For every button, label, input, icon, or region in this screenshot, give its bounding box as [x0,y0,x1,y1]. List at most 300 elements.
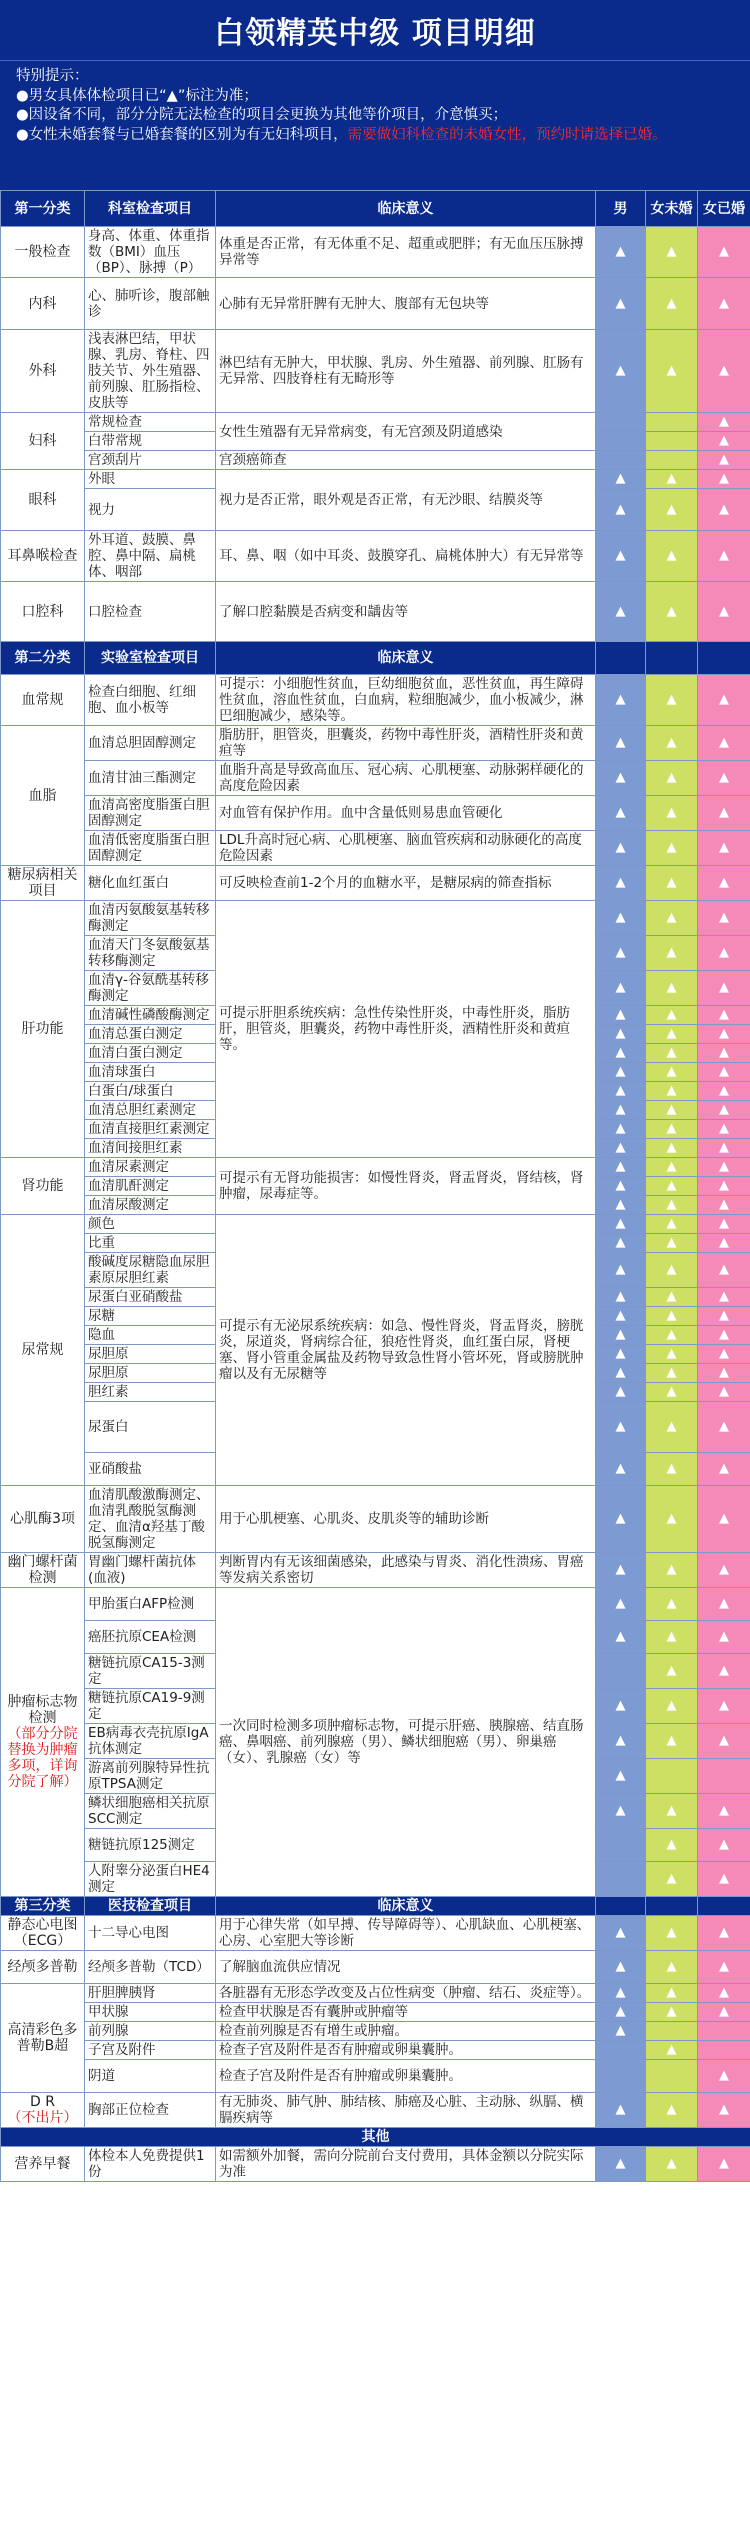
exam-item-cell: 血清肌酐测定 [85,1177,216,1196]
category-name: 血脂 [28,787,57,804]
male-mark: ▲ [596,1588,646,1621]
married-female-column-header: 女已婚 [698,191,750,227]
section-category-header: 第二分类 [1,642,85,675]
category-name: 高清彩色多普勒B超 [7,2022,78,2054]
clinical-meaning-cell: 各脏器有无形态学改变及占位性病变（肿瘤、结石、炎症等）。 [216,1984,596,2003]
single-female-mark: ▲ [646,796,698,831]
exam-item-cell: 宫颈刮片 [85,451,216,470]
category-cell [1,413,85,470]
table-row [1,1486,750,1553]
single-female-mark: ▲ [646,1453,698,1486]
married-female-mark: ▲ [698,936,750,971]
section-category-header: 第一分类 [1,191,85,227]
married-female-mark: ▲ [698,1234,750,1253]
exam-item-cell: 血清尿酸测定 [85,1196,216,1215]
exam-item-cell: 糖链抗原CA19-9测定 [85,1689,216,1724]
table-row [1,582,750,642]
single-female-mark: ▲ [646,489,698,531]
exam-item-cell: 阴道 [85,2060,216,2093]
table-row [1,796,750,831]
exam-item-cell: 血清间接胆红素 [85,1139,216,1158]
table-row [1,761,750,796]
married-female-mark: ▲ [698,1916,750,1951]
notice-line-3-warning: 需要做妇科检查的未婚女性，预约时请选择已婚。 [347,126,667,143]
category-name: 妇科 [28,433,57,449]
exam-item-cell: 心、肺听诊，腹部触诊 [85,278,216,330]
category-cell [1,866,85,901]
section-header-row [1,1897,750,1916]
table-row [1,2060,750,2093]
single-female-column-header [646,642,698,675]
section-item-header: 医技检查项目 [85,1897,216,1916]
married-female-mark: ▲ [698,726,750,761]
exam-item-cell: 血清低密度脂蛋白胆固醇测定 [85,831,216,866]
category-name: 血常规 [21,692,64,708]
table-row [1,1553,750,1588]
single-female-mark: ▲ [646,901,698,936]
category-name: 一般检查 [14,244,71,260]
category-name: D R [30,2094,55,2110]
male-mark: ▲ [596,1984,646,2003]
table-row [1,831,750,866]
married-female-mark: ▲ [698,1307,750,1326]
single-female-mark: ▲ [646,1689,698,1724]
married-female-mark: ▲ [698,1402,750,1453]
single-female-mark: ▲ [646,866,698,901]
male-mark: ▲ [596,1120,646,1139]
exam-item-cell: 颜色 [85,1215,216,1234]
male-mark: ▲ [596,1063,646,1082]
single-female-mark: ▲ [646,761,698,796]
single-female-mark: ▲ [646,1916,698,1951]
exam-item-cell: 血清总胆红素测定 [85,1101,216,1120]
single-female-mark: ▲ [646,1326,698,1345]
male-mark [596,1829,646,1862]
exam-item-cell: 视力 [85,489,216,531]
single-female-mark: ▲ [646,1082,698,1101]
exam-item-cell: 隐血 [85,1326,216,1345]
married-female-mark: ▲ [698,1588,750,1621]
category-name: 肝功能 [21,1021,64,1037]
exam-item-cell: 检查白细胞、红细胞、血小板等 [85,675,216,726]
exam-item-cell: 浅表淋巴结，甲状腺、乳房、脊柱、四肢关节、外生殖器、前列腺、肛肠指检、皮肤等 [85,330,216,413]
clinical-meaning-cell: 有无肺炎、肺气肿、肺结核、肺癌及心脏、主动脉、纵膈、横膈疾病等 [216,2093,596,2128]
exam-item-cell: 外耳道、鼓膜、鼻腔、鼻中隔、扁桃体、咽部 [85,531,216,582]
single-female-mark: ▲ [646,1101,698,1120]
clinical-meaning-cell: 检查子宫及附件是否有肿瘤或卵巢囊肿。 [216,2041,596,2060]
married-female-mark: ▲ [698,1984,750,2003]
exam-item-cell: 癌胚抗原CEA检测 [85,1621,216,1654]
exam-item-cell: 子宫及附件 [85,2041,216,2060]
clinical-meaning-cell: 了解口腔黏膜是否病变和龋齿等 [216,582,596,642]
male-mark: ▲ [596,901,646,936]
married-female-mark: ▲ [698,796,750,831]
category-cell [1,1951,85,1984]
married-female-mark: ▲ [698,582,750,642]
married-female-mark: ▲ [698,278,750,330]
single-female-mark: ▲ [646,1345,698,1364]
exam-item-cell: 血清球蛋白 [85,1063,216,1082]
married-female-mark: ▲ [698,1724,750,1759]
notice-line-1: ●男女具体体检项目已“▲”标注为准； [16,87,258,104]
married-female-mark: ▲ [698,1158,750,1177]
married-female-mark: ▲ [698,675,750,726]
exam-item-cell: 尿胆原 [85,1364,216,1383]
male-mark: ▲ [596,1689,646,1724]
exam-item-cell: 胆红素 [85,1383,216,1402]
married-female-mark: ▲ [698,1862,750,1897]
single-female-mark: ▲ [646,1196,698,1215]
exam-item-cell: 经颅多普勒（TCD） [85,1951,216,1984]
clinical-meaning-cell: 检查甲状腺是否有囊肿或肿瘤等 [216,2003,596,2022]
exam-item-cell: 血清总胆固醇测定 [85,726,216,761]
exam-item-cell: 血清总蛋白测定 [85,1025,216,1044]
notice-heading: 特别提示： [16,68,89,84]
single-female-mark [646,413,698,432]
male-mark: ▲ [596,796,646,831]
married-female-mark: ▲ [698,1553,750,1588]
male-mark: ▲ [596,2003,646,2022]
single-female-mark: ▲ [646,1234,698,1253]
section-item-header: 实验室检查项目 [85,642,216,675]
clinical-meaning-cell: 心肺有无异常肝脾有无肿大、腹部有无包块等 [216,278,596,330]
married-female-mark: ▲ [698,1654,750,1689]
exam-item-cell: 肝胆脾胰肾 [85,1984,216,2003]
section-item-header: 科室检查项目 [85,191,216,227]
clinical-meaning-cell: 对血管有保护作用。血中含量低则易患血管硬化 [216,796,596,831]
exam-item-cell: 尿蛋白亚硝酸盐 [85,1288,216,1307]
male-column-header [596,1897,646,1916]
category-name: 尿常规 [21,1342,64,1358]
section-header-row [1,642,750,675]
single-female-mark: ▲ [646,1951,698,1984]
married-female-mark: ▲ [698,866,750,901]
married-female-mark: ▲ [698,1215,750,1234]
exam-item-cell: 胃幽门螺杆菌抗体(血液) [85,1553,216,1588]
exam-item-cell: EB病毒衣壳抗原IgA抗体测定 [85,1724,216,1759]
single-female-mark: ▲ [646,2147,698,2182]
male-mark: ▲ [596,582,646,642]
clinical-meaning-cell: 可提示有无肾功能损害：如慢性肾炎，肾盂肾炎，肾结核，肾肿瘤，尿毒症等。 [216,1158,596,1215]
single-female-mark: ▲ [646,1177,698,1196]
exam-item-cell: 人附睾分泌蛋白HE4测定 [85,1862,216,1897]
male-mark [596,413,646,432]
single-female-column-header [646,1897,698,1916]
exam-item-cell: 血清γ-谷氨酰基转移酶测定 [85,971,216,1006]
male-mark: ▲ [596,1158,646,1177]
category-name: 经颅多普勒 [7,1959,78,1975]
male-mark: ▲ [596,1326,646,1345]
category-cell [1,330,85,413]
male-mark: ▲ [596,1951,646,1984]
male-mark: ▲ [596,1724,646,1759]
male-mark: ▲ [596,971,646,1006]
table-row [1,470,750,489]
table-row [1,2093,750,2128]
exam-item-cell: 体检本人免费提供1份 [85,2147,216,2182]
single-female-mark: ▲ [646,278,698,330]
single-female-mark: ▲ [646,1307,698,1326]
married-female-mark: ▲ [698,1383,750,1402]
exam-item-cell: 甲状腺 [85,2003,216,2022]
single-female-mark [646,451,698,470]
table-row [1,675,750,726]
exam-item-cell: 比重 [85,1234,216,1253]
clinical-meaning-cell: 宫颈癌筛查 [216,451,596,470]
category-name: 外科 [28,363,57,379]
other-section-label: 其他 [1,2128,750,2147]
exam-item-cell: 酸碱度尿糖隐血尿胆素原尿胆红素 [85,1253,216,1288]
single-female-mark: ▲ [646,1215,698,1234]
male-mark: ▲ [596,470,646,489]
single-female-mark: ▲ [646,1654,698,1689]
category-cell [1,582,85,642]
male-mark: ▲ [596,2147,646,2182]
single-female-mark: ▲ [646,227,698,278]
single-female-mark: ▲ [646,1724,698,1759]
married-female-mark: ▲ [698,1177,750,1196]
married-female-mark: ▲ [698,761,750,796]
exam-item-cell: 血清肌酸激酶测定、血清乳酸脱氢酶测定、血清α羟基丁酸脱氢酶测定 [85,1486,216,1553]
single-female-mark: ▲ [646,1044,698,1063]
male-mark: ▲ [596,1082,646,1101]
male-mark: ▲ [596,278,646,330]
category-name: 内科 [28,295,57,312]
exam-item-cell: 尿蛋白 [85,1402,216,1453]
clinical-meaning-cell: 可提示肝胆系统疾病：急性传染性肝炎，中毒性肝炎，脂肪肝，胆管炎，胆囊炎，药物中毒性肝炎，酒精性肝炎和黄疸等。 [216,901,596,1158]
male-mark: ▲ [596,330,646,413]
male-mark: ▲ [596,866,646,901]
married-female-mark: ▲ [698,330,750,413]
exam-item-cell: 口腔检查 [85,582,216,642]
category-cell [1,1158,85,1215]
clinical-meaning-cell: 检查前列腺是否有增生或肿瘤。 [216,2022,596,2041]
male-mark: ▲ [596,1307,646,1326]
single-female-mark [646,2022,698,2041]
table-row [1,1588,750,1621]
male-mark: ▲ [596,489,646,531]
married-female-mark [698,2041,750,2060]
category-cell [1,227,85,278]
married-female-mark: ▲ [698,470,750,489]
exam-item-cell: 血清白蛋白测定 [85,1044,216,1063]
clinical-meaning-cell: 脂肪肝，胆管炎，胆囊炎，药物中毒性肝炎，酒精性肝炎和黄疸等 [216,726,596,761]
clinical-meaning-cell: 淋巴结有无肿大，甲状腺、乳房、外生殖器、前列腺、肛肠有无异常、四肢脊柱有无畸形等 [216,330,596,413]
category-cell [1,531,85,582]
single-female-mark: ▲ [646,1621,698,1654]
married-female-mark: ▲ [698,1621,750,1654]
other-section-row [1,2128,750,2147]
category-cell [1,2093,85,2128]
category-cell [1,726,85,866]
male-mark: ▲ [596,1486,646,1553]
male-mark: ▲ [596,1553,646,1588]
married-female-mark: ▲ [698,2003,750,2022]
single-female-mark: ▲ [646,470,698,489]
male-mark [596,451,646,470]
single-female-column-header: 女未婚 [646,191,698,227]
male-mark: ▲ [596,1916,646,1951]
table-row [1,278,750,330]
exam-item-cell: 白蛋白/球蛋白 [85,1082,216,1101]
married-female-mark: ▲ [698,1951,750,1984]
single-female-mark: ▲ [646,2041,698,2060]
male-mark: ▲ [596,1234,646,1253]
category-cell [1,470,85,531]
table-row [1,531,750,582]
male-mark: ▲ [596,1139,646,1158]
married-female-mark: ▲ [698,901,750,936]
category-name: 静态心电图（ECG） [7,1917,78,1949]
exam-item-cell: 血清丙氨酸氨基转移酶测定 [85,901,216,936]
male-mark: ▲ [596,1288,646,1307]
notice-line-3-text: ●女性未婚套餐与已婚套餐的区别为有无妇科项目， [16,126,348,143]
married-female-mark: ▲ [698,1288,750,1307]
table-row [1,2041,750,2060]
clinical-meaning-cell: 判断胃内有无该细菌感染，此感染与胃炎、消化性溃疡、胃癌等发病关系密切 [216,1553,596,1588]
exam-item-cell: 十二导心电图 [85,1916,216,1951]
category-name: 心肌酶3项 [10,1511,75,1527]
single-female-mark [646,2060,698,2093]
male-mark [596,432,646,451]
exam-item-cell: 血清天门冬氨酸氨基转移酶测定 [85,936,216,971]
married-female-mark: ▲ [698,831,750,866]
single-female-mark: ▲ [646,1829,698,1862]
married-female-column-header [698,1897,750,1916]
table-row [1,413,750,432]
married-female-mark: ▲ [698,1364,750,1383]
male-mark: ▲ [596,831,646,866]
exam-item-cell: 亚硝酸盐 [85,1453,216,1486]
category-cell [1,1215,85,1486]
single-female-mark: ▲ [646,2003,698,2022]
category-name: 糖尿病相关项目 [7,867,78,899]
table-row [1,330,750,413]
single-female-mark: ▲ [646,1553,698,1588]
married-female-mark: ▲ [698,971,750,1006]
single-female-mark: ▲ [646,831,698,866]
married-female-mark [698,2022,750,2041]
male-mark [596,2041,646,2060]
male-mark: ▲ [596,1196,646,1215]
male-mark: ▲ [596,1621,646,1654]
single-female-mark [646,1759,698,1794]
exam-item-cell: 糖化血红蛋白 [85,866,216,901]
married-female-mark: ▲ [698,1082,750,1101]
married-female-mark: ▲ [698,1101,750,1120]
married-female-mark: ▲ [698,1253,750,1288]
clinical-meaning-cell: 耳、鼻、咽（如中耳炎、鼓膜穿孔、扁桃体肿大）有无异常等 [216,531,596,582]
category-cell [1,1553,85,1588]
table-row [1,227,750,278]
male-column-header: 男 [596,191,646,227]
male-mark: ▲ [596,227,646,278]
section-meaning-header: 临床意义 [216,1897,596,1916]
married-female-mark: ▲ [698,489,750,531]
category-note: （部分分院替换为肿瘤多项，详询分院了解） [7,1726,78,1790]
married-female-mark: ▲ [698,1345,750,1364]
married-female-mark: ▲ [698,413,750,432]
married-female-mark: ▲ [698,1453,750,1486]
clinical-meaning-cell: 视力是否正常，眼外观是否正常，有无沙眼、结膜炎等 [216,470,596,531]
clinical-meaning-cell: LDL升高时冠心病、心肌梗塞、脑血管疾病和动脉硬化的高度危险因素 [216,831,596,866]
clinical-meaning-cell: 女性生殖器有无异常病变，有无宫颈及阴道感染 [216,413,596,451]
table-row [1,451,750,470]
male-mark: ▲ [596,2022,646,2041]
category-note: （不出片） [7,2110,78,2126]
male-mark: ▲ [596,1453,646,1486]
married-female-mark: ▲ [698,1063,750,1082]
single-female-mark: ▲ [646,936,698,971]
married-female-mark: ▲ [698,2093,750,2128]
male-mark: ▲ [596,1177,646,1196]
category-cell [1,1588,85,1897]
married-female-mark: ▲ [698,2060,750,2093]
exam-item-cell: 血清甘油三酯测定 [85,761,216,796]
married-female-mark: ▲ [698,1120,750,1139]
category-name: 肾功能 [21,1178,64,1194]
category-cell [1,2147,85,2182]
exam-item-cell: 前列腺 [85,2022,216,2041]
married-female-mark: ▲ [698,1794,750,1829]
exam-item-cell: 游离前列腺特异性抗原TPSA测定 [85,1759,216,1794]
exam-table [0,190,750,2182]
exam-item-cell: 糖链抗原CA15-3测定 [85,1654,216,1689]
category-cell [1,901,85,1158]
married-female-mark: ▲ [698,1139,750,1158]
single-female-mark: ▲ [646,1253,698,1288]
married-female-mark [698,1759,750,1794]
category-cell [1,1984,85,2093]
category-cell [1,675,85,726]
single-female-mark: ▲ [646,1120,698,1139]
category-name: 眼科 [28,492,57,508]
clinical-meaning-cell: 体重是否正常，有无体重不足、超重或肥胖；有无血压压脉搏异常等 [216,227,596,278]
married-female-mark: ▲ [698,1044,750,1063]
male-mark: ▲ [596,1402,646,1453]
exam-item-cell: 白带常规 [85,432,216,451]
exam-item-cell: 常规检查 [85,413,216,432]
male-mark [596,1654,646,1689]
male-mark: ▲ [596,1759,646,1794]
married-female-mark: ▲ [698,1006,750,1025]
single-female-mark: ▲ [646,1794,698,1829]
exam-item-cell: 糖链抗原125测定 [85,1829,216,1862]
table-row [1,1158,750,1177]
page-title: 白领精英中级 项目明细 [0,0,750,60]
clinical-meaning-cell: 可提示有无泌尿系统疾病：如急、慢性肾炎，肾盂肾炎，膀胱炎，尿道炎，肾病综合征，狼疮性肾炎，血红蛋白尿，肾梗塞、肾小管重金属盐及药物导致急性肾小管坏死，肾或膀胱肿瘤以及有无尿糖等 [216,1215,596,1486]
exam-item-cell: 甲胎蛋白AFP检测 [85,1588,216,1621]
single-female-mark: ▲ [646,582,698,642]
married-female-mark: ▲ [698,1689,750,1724]
clinical-meaning-cell: 用于心律失常（如早搏、传导障碍等）、心肌缺血、心肌梗塞、心房、心室肥大等诊断 [216,1916,596,1951]
male-mark: ▲ [596,675,646,726]
male-mark [596,1862,646,1897]
exam-item-cell: 胸部正位检查 [85,2093,216,2128]
exam-table-body [1,191,750,2182]
exam-item-cell: 血清尿素测定 [85,1158,216,1177]
exam-item-cell: 尿胆原 [85,1345,216,1364]
exam-item-cell: 外眼 [85,470,216,489]
clinical-meaning-cell: 可反映检查前1-2个月的血糖水平，是糖尿病的筛查指标 [216,866,596,901]
clinical-meaning-cell: 一次同时检测多项肿瘤标志物，可提示肝癌、胰腺癌、结直肠癌、鼻咽癌、前列腺癌（男）、鳞状细胞癌（男）、卵巢癌（女）、乳腺癌（女）等 [216,1588,596,1897]
male-mark: ▲ [596,1006,646,1025]
category-name: 口腔科 [21,603,64,620]
table-row [1,2147,750,2182]
male-mark: ▲ [596,1253,646,1288]
category-cell [1,1916,85,1951]
single-female-mark: ▲ [646,1006,698,1025]
